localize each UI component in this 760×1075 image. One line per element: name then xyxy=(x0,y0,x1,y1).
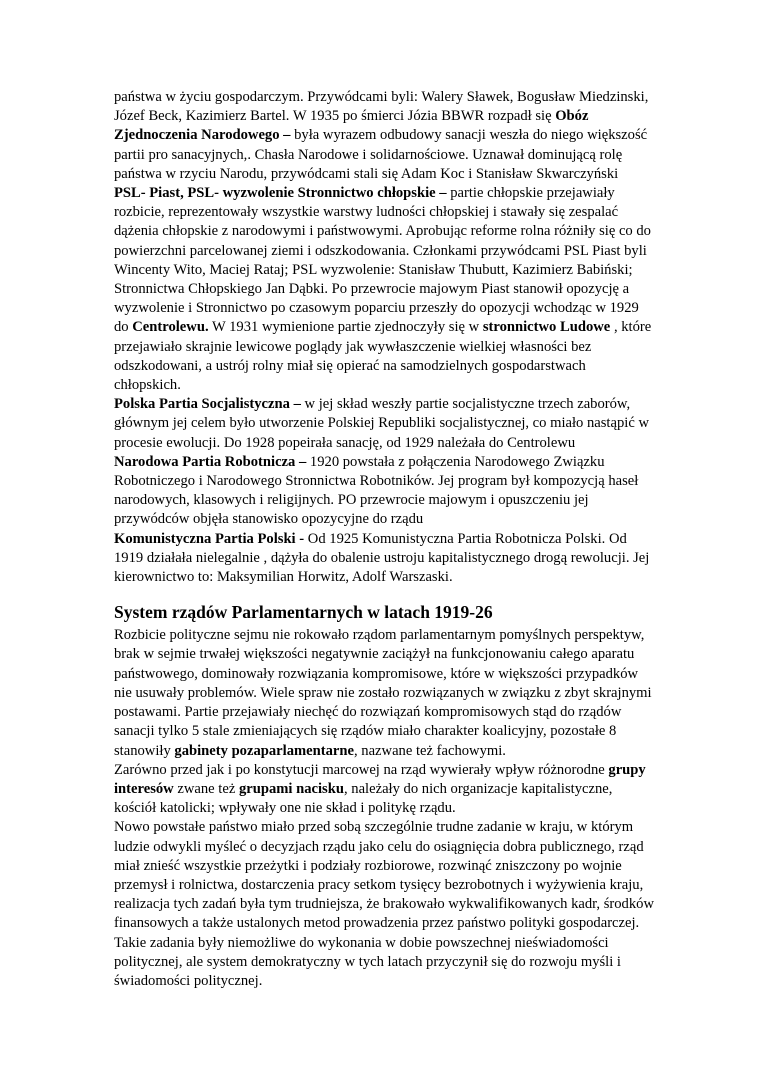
text-run: państwa w życiu gospodarczym. Przywódcami byli: Walery Sławek, Bogusław Miedzinski, Józef Beck, Kazimierz Bartel. W 1935 po śmierci Józia BBWR rozpadł się xyxy=(114,89,649,125)
section-heading: System rządów Parlamentarnych w latach 1919-26 xyxy=(114,602,493,623)
bold-term: Narodowa Partia Robotnicza – xyxy=(114,453,310,470)
bold-term: Komunistyczna Partia Polski - xyxy=(114,530,308,547)
paragraph xyxy=(114,761,654,819)
bold-term: grupami nacisku xyxy=(238,780,344,797)
text-run: zwane też xyxy=(173,780,239,797)
text-run: Rozbicie polityczne sejmu nie rokowało rządom parlamentarnym pomyślnych perspektyw, brak w sejmie trwałej większości negatywnie zaciążył na funkcjonowaniu całego aparatu państwowego, dominowały rozwiązania kompromisowe, które w większości przypadków nie usuwały problemów. Wiele spraw nie zostało rozwiązanych w związku z zbyt skrajnymi postawami. Partie przejawiały niechęć do rozwiązań kompromisowych stąd do rządów sanacji tylko 5 stale zmieniających się rządów miało charakter koalicyjny, pozostałe 8 stanowiły xyxy=(114,627,652,759)
text-run: Nowo powstałe państwo miało przed sobą szczególnie trudne zadanie w kraju, w którym ludzie odwykli myśleć o decyzjach rządu jako celu do osiągnięcia dobra publicznego, rząd miał znieść wszystkie przeżytki i podziały rozbiorowe, rozwinąć zniszczony po wojnie przemysł i rolnictwa, dostarczenia pracy setkom tysięcy bezrobotnych i wyżywienia kraju, realizacja tych zadań była tym trudniejsza, że brakowało wykwalifikowanych kadr, środków finansowych a także ustalonych metod prowadzenia przez państwo polityki gospodarczej. Takie zadania były niemożliwe do wykonania w dobie powszechnej nieświadomości politycznej, ale system demokratyczny w tych latach przyczynił się do rozwoju myśli i świadomości politycznej. xyxy=(114,819,654,989)
paragraph xyxy=(114,184,654,395)
paragraph xyxy=(114,395,654,453)
text-run: w jej skład weszły partie socjalistyczne trzech zaborów, głównym jej celem było utworzenie Polskiej Republiki socjalistycznej, co miało nastąpić w procesie ewolucji. Do 1928 popeirała sanację, od 1929 należała do Centrolewu xyxy=(114,396,649,451)
text-run: Zarówno przed jak i po konstytucji marcowej na rząd wywierały wpływ różnorodne xyxy=(114,761,609,778)
bold-term: Polska Partia Socjalistyczna – xyxy=(114,396,305,413)
text-run: partie chłopskie przejawiały rozbicie, reprezentowały wszystkie warstwy ludności chłopskiej i stawały się zespalać dążenia chłopskie z narodowymi i państwowymi. Aprobując reforme rolna różniły się co do powierzchni parcelowanej ziemi i odszkodowania. Członkami przywódcami PSL Piast byli Wincenty Wito, Maciej Rataj; PSL wyzwolenie: Stanisław Thubutt, Kazimierz Babiński; Stronnictwa Chłopskiego Jan Dąbki. Po przewrocie majowym Piast stanowił opozycję a wyzwolenie i Stronnictwo po czasowym poparciu przeszły do opozycji wchodząc w 1929 do xyxy=(114,185,651,336)
parliamentary-system-text xyxy=(114,626,654,991)
text-run: , które przejawiało skrajnie lewicowe poglądy jak wywłaszczenie wielkiej własności bez odszkodowani, a ustrój rolny miał się opierać na samodzielnych gospodarstwach chłopskich. xyxy=(114,319,652,394)
bold-term: grupy interesów xyxy=(114,761,646,797)
bold-term: Obóz Zjednoczenia Narodowego – xyxy=(114,108,589,144)
bold-term: stronnictwo Ludowe xyxy=(482,319,611,336)
paragraph xyxy=(114,818,654,991)
text-run: , nazwane też fachowymi. xyxy=(353,742,506,759)
paragraph xyxy=(114,453,654,530)
document-page xyxy=(114,88,654,991)
text-run: 1920 powstała z połączenia Narodowego Związku Robotniczego i Narodowego Stronnictwa Robotników. Jej program był kompozycją haseł narodowych, klasowych i religijnych. PO przewrocie majowym i opuszczeniu jej przywódców objęła stanowisko opozycyjne do rządu xyxy=(114,453,639,528)
bold-term: PSL- Piast, PSL- wyzwolenie Stronnictwo chłopskie – xyxy=(114,185,451,202)
paragraph xyxy=(114,530,654,588)
bold-term: Centrolewu. xyxy=(132,319,209,336)
text-run: , należały do nich organizacje kapitalistyczne, kościół katolicki; wpływały one nie skład i politykę rządu. xyxy=(114,780,613,817)
paragraph xyxy=(114,88,654,184)
party-descriptions xyxy=(114,88,654,587)
text-run: Od 1925 Komunistyczna Partia Robotnicza Polski. Od 1919 działała nielegalnie , dążyła do obalenie ustroju kapitalistycznego drogą rewolucji. Jej kierownictwo to: Maksymilian Horwitz, Adolf Warszaski. xyxy=(114,530,650,586)
paragraph xyxy=(114,626,654,760)
text-run: W 1931 wymienione partie zjednoczyły się w xyxy=(208,319,483,336)
bold-term: gabinety pozaparlamentarne xyxy=(174,742,354,759)
text-run: była wyrazem odbudowy sanacji weszła do niego większość partii pro sanacyjnych,. Chasła Narodowe i solidarnościowe. Uznawał dominującą rolę państwa w rzyciu Narodu, przywódcami stali się Adam Koc i Stanisław Skwarczyński xyxy=(114,127,648,182)
